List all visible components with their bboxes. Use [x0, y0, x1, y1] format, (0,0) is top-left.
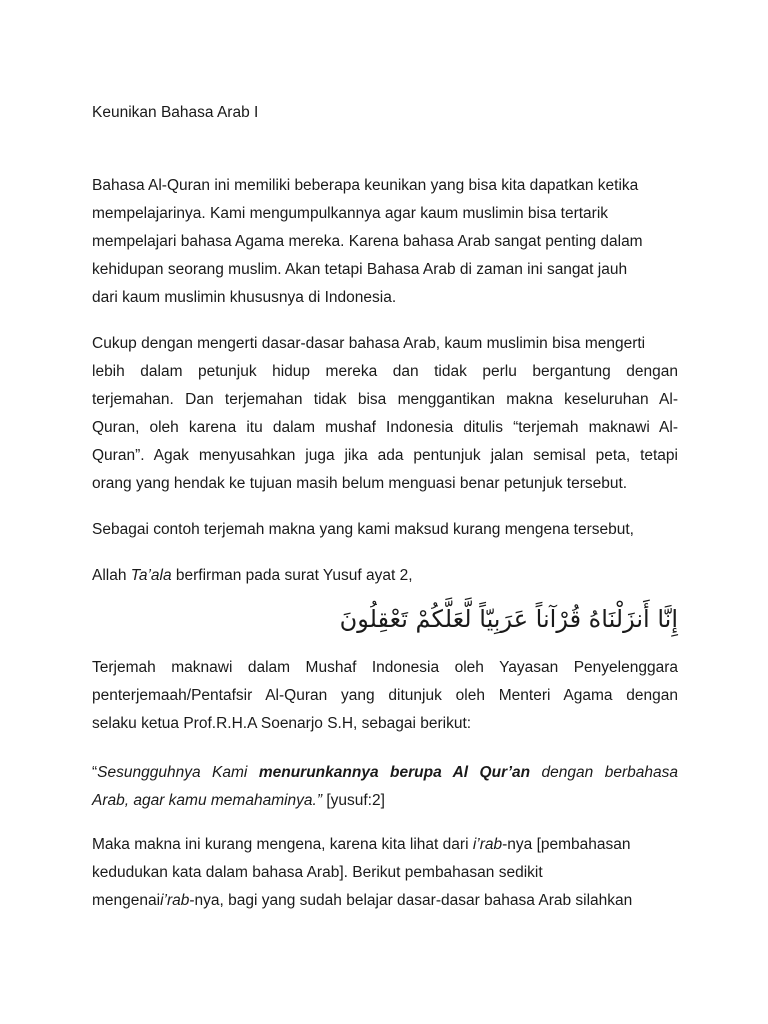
paragraph-irab — [92, 831, 678, 915]
text-line: terjemahan. Dan terjemahan tidak bisa menggantikan makna keseluruhan Al- — [92, 391, 678, 408]
text-line: lebih dalam petunjuk hidup mereka dan tidak perlu bergantung dengan — [92, 363, 678, 380]
paragraph-understanding — [92, 330, 678, 498]
reference-text: [yusuf:2] — [322, 792, 385, 809]
italic-text: i’rab — [160, 892, 190, 909]
text-line: Terjemah maknawi dalam Mushaf Indonesia oleh Yayasan Penyelenggara — [92, 659, 678, 676]
text-line — [92, 759, 678, 787]
text-run: berfirman pada surat Yusuf ayat 2, — [171, 567, 413, 584]
quote-mark: “ — [92, 764, 98, 781]
text-line: penterjemaah/Pentafsir Al-Quran yang ditunjuk oleh Menteri Agama dengan — [92, 687, 678, 704]
paragraph-allah-says — [92, 562, 678, 590]
text-line: selaku ketua Prof.R.H.A Soenarjo S.H, sebagai berikut: — [92, 715, 472, 732]
text-line: Bahasa Al-Quran ini memiliki beberapa keunikan yang bisa kita dapatkan ketika — [92, 177, 639, 194]
text-line: Cukup dengan mengerti dasar-dasar bahasa Arab, kaum muslimin bisa mengerti — [92, 335, 646, 352]
document-title: Keunikan Bahasa Arab I — [92, 104, 259, 121]
arabic-verse: إِنَّا أَنزَلْنَاهُ قُرْآناً عَرَبِيّاً لَّعَلَّكُمْ تَعْقِلُونَ — [339, 605, 678, 633]
text-line: orang yang hendak ke tujuan masih belum menguasi benar petunjuk tersebut. — [92, 475, 628, 492]
paragraph-example — [92, 516, 678, 544]
text-run: Maka makna ini kurang mengena, karena kita lihat dari — [92, 836, 473, 853]
text-run: Allah — [92, 567, 131, 584]
text-run: mengenai — [92, 892, 161, 909]
italic-text: Sesungguhnya Kami — [97, 764, 259, 781]
text-line — [92, 562, 678, 590]
paragraph-intro — [92, 172, 678, 312]
italic-text: dengan berbahasa — [530, 764, 678, 781]
text-line: mempelajarinya. Kami mengumpulkannya agar kaum muslimin bisa tertarik — [92, 205, 609, 222]
italic-text: i’rab — [472, 836, 503, 853]
text-line — [92, 887, 678, 915]
text-line: mempelajari bahasa Agama mereka. Karena bahasa Arab sangat penting dalam — [92, 233, 643, 250]
bold-italic-text: menurunkannya berupa Al Qur’an — [258, 764, 531, 781]
text-line: kedudukan kata dalam bahasa Arab]. Berikut pembahasan sedikit — [92, 864, 543, 881]
italic-text: Ta’ala — [130, 567, 172, 584]
paragraph-translation-intro — [92, 654, 678, 738]
quote-translation — [92, 759, 678, 815]
text-line: Quran”. Agak menyusahkan juga jika ada pentunjuk jalan semisal peta, tetapi — [92, 447, 678, 464]
text-line: dari kaum muslimin khususnya di Indonesia. — [92, 289, 397, 306]
text-line: Sebagai contoh terjemah makna yang kami maksud kurang mengena tersebut, — [92, 521, 634, 538]
text-line — [92, 787, 678, 815]
text-line: Quran, oleh karena itu dalam mushaf Indonesia ditulis “terjemah maknawi Al- — [92, 419, 678, 436]
text-line: kehidupan seorang muslim. Akan tetapi Bahasa Arab di zaman ini sangat jauh — [92, 261, 628, 278]
text-run: -nya, bagi yang sudah belajar dasar-dasar bahasa Arab silahkan — [189, 892, 633, 909]
text-run: -nya [pembahasan — [502, 836, 631, 853]
italic-text: Arab, agar kamu memahaminya.” — [92, 792, 323, 809]
text-line — [92, 831, 678, 859]
